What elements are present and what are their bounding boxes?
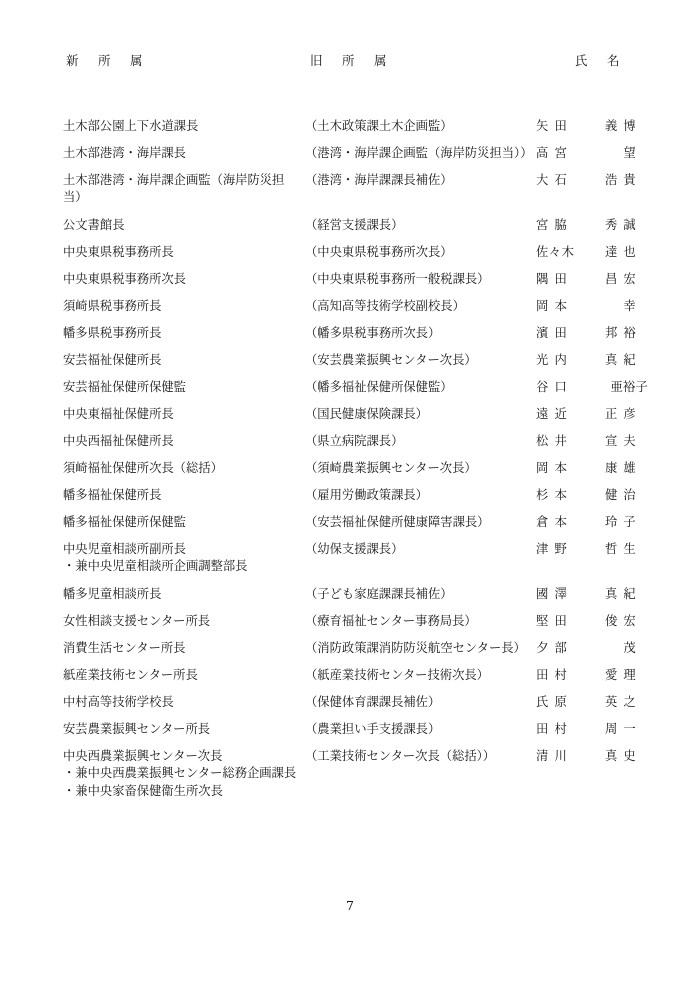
table-row bbox=[0, 748, 700, 800]
cell-name bbox=[536, 667, 648, 684]
cell-old-affiliation: （土木政策課土木企画監） bbox=[305, 119, 453, 133]
cell-name bbox=[536, 694, 648, 711]
cell-old-affiliation: （県立病院課長） bbox=[305, 434, 404, 448]
table-row bbox=[0, 487, 700, 504]
name-surname: 遠近 bbox=[536, 407, 573, 421]
name-surname: 高宮 bbox=[536, 146, 573, 160]
name-given: 義博 bbox=[604, 119, 642, 133]
column-header-new-affiliation: 新 所 属 bbox=[66, 53, 151, 68]
table-row bbox=[0, 379, 700, 396]
name-given: 真史 bbox=[604, 749, 642, 763]
table-row bbox=[0, 172, 700, 207]
cell-name bbox=[536, 640, 648, 657]
cell-old-affiliation: （紙産業技術センター技術次長） bbox=[305, 668, 489, 682]
name-given: 達也 bbox=[604, 245, 642, 259]
cell-name bbox=[536, 325, 648, 342]
cell-name bbox=[536, 541, 648, 558]
cell-old-affiliation: （消防政策課消防防災航空センター長） bbox=[305, 641, 526, 655]
cell-old-affiliation: （中央東県税事務所次長） bbox=[305, 245, 453, 259]
cell-new-affiliation: 安芸福祉保健所長 bbox=[63, 353, 162, 367]
cell-name bbox=[536, 172, 648, 189]
name-surname: 岡本 bbox=[536, 461, 573, 475]
name-surname: 田村 bbox=[536, 722, 573, 736]
name-surname: 杉本 bbox=[536, 488, 573, 502]
table-row bbox=[0, 721, 700, 738]
cell-name bbox=[536, 118, 648, 135]
cell-old-affiliation: （港湾・海岸課企画監（海岸防災担当）） bbox=[305, 146, 533, 160]
cell-new-affiliation: 幡多福祉保健所保健監 bbox=[63, 515, 186, 529]
cell-name bbox=[536, 586, 648, 603]
name-surname: 矢田 bbox=[536, 119, 573, 133]
name-surname: 宮脇 bbox=[536, 218, 573, 232]
name-surname: 谷口 bbox=[536, 380, 573, 394]
cell-new-affiliation: 幡多福祉保健所長 bbox=[63, 488, 162, 502]
table-row bbox=[0, 145, 700, 162]
table-row bbox=[0, 640, 700, 657]
cell-name bbox=[536, 613, 648, 630]
table-row bbox=[0, 586, 700, 603]
cell-new-affiliation: 中央西農業振興センター次長 ・兼中央西農業振興センター総務企画課長 ・兼中央家畜保健衛生所次長 bbox=[63, 749, 297, 798]
cell-new-affiliation: 女性相談支援センター所長 bbox=[63, 614, 211, 628]
name-given: 真紀 bbox=[604, 587, 642, 601]
cell-name bbox=[536, 406, 648, 423]
cell-new-affiliation: 公文書館長 bbox=[63, 218, 125, 232]
cell-new-affiliation: 中央西福祉保健所長 bbox=[63, 434, 174, 448]
column-header-old-affiliation: 旧 所 属 bbox=[310, 53, 395, 68]
cell-new-affiliation: 中央東福祉保健所長 bbox=[63, 407, 174, 421]
name-given: 愛理 bbox=[604, 668, 642, 682]
name-surname: 隅田 bbox=[536, 272, 573, 286]
name-given: 真紀 bbox=[604, 353, 642, 367]
cell-name bbox=[536, 379, 648, 396]
page-number: 7 bbox=[346, 898, 354, 913]
name-surname: 堅田 bbox=[536, 614, 573, 628]
cell-old-affiliation: （幡多県税事務所次長） bbox=[305, 326, 441, 340]
cell-new-affiliation: 中央東県税事務所長 bbox=[63, 245, 174, 259]
name-surname: 岡本 bbox=[536, 299, 573, 313]
column-header-name: 氏 名 bbox=[575, 53, 628, 68]
table-row bbox=[0, 460, 700, 477]
name-surname: 光内 bbox=[536, 353, 573, 367]
cell-new-affiliation: 消費生活センター所長 bbox=[63, 641, 186, 655]
cell-name bbox=[536, 271, 648, 288]
name-surname: 佐々木 bbox=[536, 245, 575, 259]
cell-old-affiliation: （国民健康保険課長） bbox=[305, 407, 428, 421]
cell-new-affiliation: 土木部港湾・海岸課企画監（海岸防災担当） bbox=[63, 173, 285, 205]
name-given: 周一 bbox=[604, 722, 642, 736]
name-given: 哲生 bbox=[604, 542, 642, 556]
name-given: 望 bbox=[623, 146, 642, 160]
cell-new-affiliation: 中央児童相談所副所長 ・兼中央児童相談所企画調整部長 bbox=[63, 542, 248, 574]
cell-name bbox=[536, 433, 648, 450]
table-row bbox=[0, 244, 700, 261]
cell-name bbox=[536, 244, 648, 261]
name-surname: 田村 bbox=[536, 668, 573, 682]
name-surname: 清川 bbox=[536, 749, 573, 763]
table-row bbox=[0, 406, 700, 423]
cell-name bbox=[536, 487, 648, 504]
table-row bbox=[0, 541, 700, 576]
cell-name bbox=[536, 514, 648, 531]
cell-name bbox=[536, 748, 648, 765]
cell-name bbox=[536, 217, 648, 234]
cell-name bbox=[536, 145, 648, 162]
name-surname: 松井 bbox=[536, 434, 573, 448]
cell-name bbox=[536, 460, 648, 477]
column-header-row bbox=[0, 52, 700, 76]
name-given: 茂 bbox=[623, 641, 642, 655]
name-given: 幸 bbox=[623, 299, 642, 313]
cell-new-affiliation: 幡多児童相談所長 bbox=[63, 587, 162, 601]
cell-old-affiliation: （高知高等技術学校副校長） bbox=[305, 299, 465, 313]
table-row bbox=[0, 433, 700, 450]
table-row bbox=[0, 118, 700, 135]
cell-new-affiliation: 中村高等技術学校長 bbox=[63, 695, 174, 709]
name-given: 浩貴 bbox=[604, 173, 642, 187]
cell-old-affiliation: （農業担い手支援課長） bbox=[305, 722, 441, 736]
name-surname: 國澤 bbox=[536, 587, 573, 601]
cell-old-affiliation: （安芸農業振興センター次長） bbox=[305, 353, 477, 367]
cell-old-affiliation: （中央東県税事務所一般税課長） bbox=[305, 272, 490, 286]
name-surname: 津野 bbox=[536, 542, 573, 556]
cell-name bbox=[536, 352, 648, 369]
cell-old-affiliation: （幡多福祉保健所保健監） bbox=[305, 380, 453, 394]
name-given: 宣夫 bbox=[604, 434, 642, 448]
table-row bbox=[0, 667, 700, 684]
cell-old-affiliation: （子ども家庭課課長補佐） bbox=[305, 587, 453, 601]
cell-new-affiliation: 須崎県税事務所長 bbox=[63, 299, 162, 313]
cell-old-affiliation: （港湾・海岸課課長補佐） bbox=[305, 173, 453, 187]
name-surname: 濱田 bbox=[536, 326, 573, 340]
cell-old-affiliation: （経営支援課長） bbox=[305, 218, 404, 232]
table-row bbox=[0, 514, 700, 531]
cell-new-affiliation: 安芸農業振興センター所長 bbox=[63, 722, 211, 736]
cell-old-affiliation: （工業技術センター次長（総括）） bbox=[305, 749, 496, 763]
name-given: 昌宏 bbox=[604, 272, 642, 286]
cell-new-affiliation: 安芸福祉保健所保健監 bbox=[63, 380, 186, 394]
cell-old-affiliation: （療育福祉センター事務局長） bbox=[305, 614, 477, 628]
cell-new-affiliation: 須崎福祉保健所次長（総括） bbox=[63, 461, 223, 475]
name-given: 英之 bbox=[604, 695, 642, 709]
name-given: 正彦 bbox=[604, 407, 642, 421]
cell-new-affiliation: 土木部公園上下水道課長 bbox=[63, 119, 199, 133]
name-given: 玲子 bbox=[604, 515, 642, 529]
name-given: 亜裕子 bbox=[610, 380, 648, 394]
table-row bbox=[0, 694, 700, 711]
cell-old-affiliation: （保健体育課課長補佐） bbox=[305, 695, 441, 709]
table-row bbox=[0, 298, 700, 315]
cell-old-affiliation: （雇用労働政策課長） bbox=[305, 488, 428, 502]
name-surname: 氏原 bbox=[536, 695, 573, 709]
cell-old-affiliation: （須崎農業振興センター次長） bbox=[305, 461, 477, 475]
table-row bbox=[0, 271, 700, 288]
cell-name bbox=[536, 298, 648, 315]
cell-new-affiliation: 中央東県税事務所次長 bbox=[63, 272, 186, 286]
name-given: 秀誠 bbox=[604, 218, 642, 232]
table-row bbox=[0, 613, 700, 630]
cell-name bbox=[536, 721, 648, 738]
name-surname: 倉本 bbox=[536, 515, 573, 529]
personnel-transfer-list bbox=[0, 118, 700, 810]
name-given: 康雄 bbox=[604, 461, 642, 475]
name-surname: 大石 bbox=[536, 173, 573, 187]
cell-new-affiliation: 幡多県税事務所長 bbox=[63, 326, 162, 340]
name-given: 健治 bbox=[604, 488, 642, 502]
table-row bbox=[0, 217, 700, 234]
cell-new-affiliation: 紙産業技術センター所長 bbox=[63, 668, 198, 682]
table-row bbox=[0, 325, 700, 342]
name-given: 邦裕 bbox=[604, 326, 642, 340]
cell-old-affiliation: （幼保支援課長） bbox=[305, 542, 404, 556]
name-given: 俊宏 bbox=[604, 614, 642, 628]
cell-old-affiliation: （安芸福祉保健所健康障害課長） bbox=[305, 515, 490, 529]
name-surname: 夕部 bbox=[536, 641, 573, 655]
table-row bbox=[0, 352, 700, 369]
cell-new-affiliation: 土木部港湾・海岸課長 bbox=[63, 146, 186, 160]
